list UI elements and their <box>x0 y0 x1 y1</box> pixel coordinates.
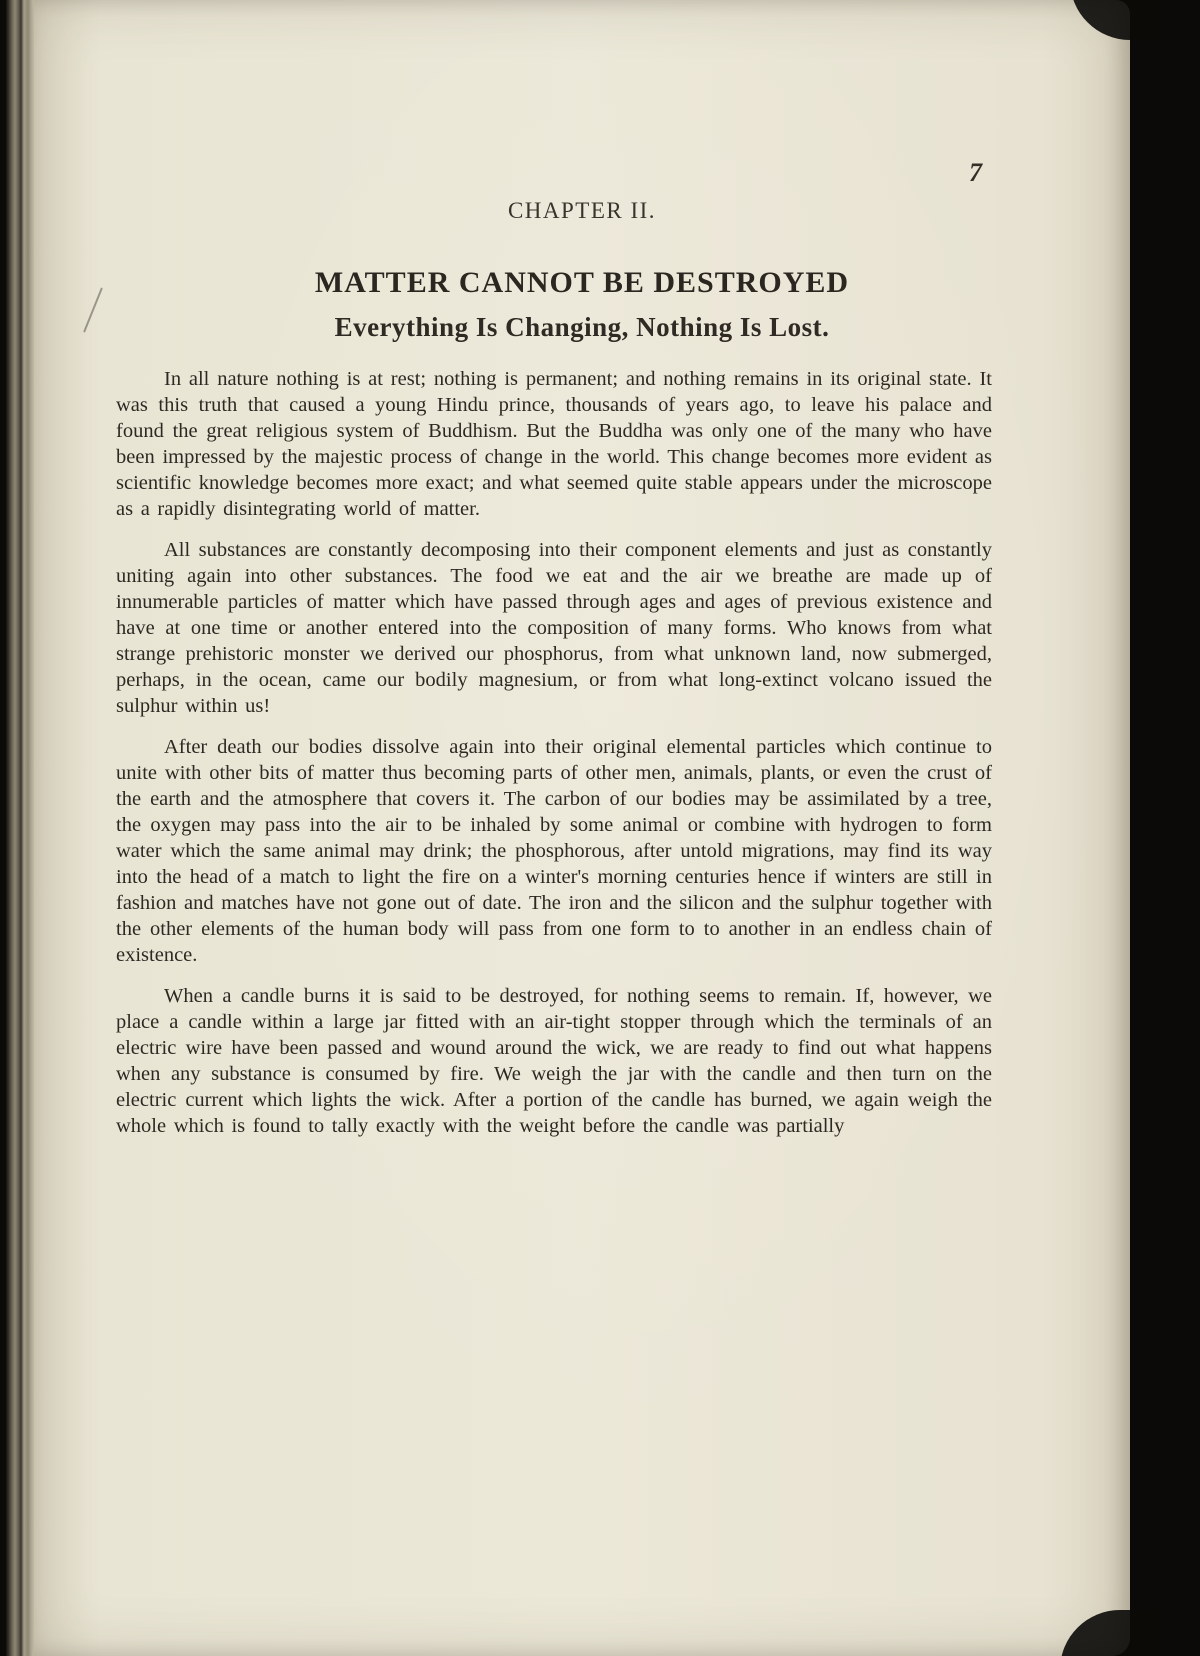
paragraph-3: After death our bodies dissolve again into their original elemental particles which continue to unite with other bits of matter thus becoming parts of other men, animals, plants, or even the crust of the earth and the atmosphere that covers it. The carbon of our bodies may be assimilated by a tree, the oxygen may pass into the air to be inhaled by some animal or combine with hydrogen to form water which the same animal may drink; the phosphorous, after untold migrations, may find its way into the head of a match to light the fire on a winter's morning centuries hence if winters are still in fashion and matches have not gone out of date. The iron and the silicon and the sulphur together with the other elements of the human body will pass from one form to to another in an endless chain of existence. <box>116 736 992 966</box>
page-content <box>34 0 1130 1656</box>
book-page-edges <box>6 0 36 1656</box>
chapter-subtitle: Everything Is Changing, Nothing Is Lost. <box>334 312 830 342</box>
paragraph-4: When a candle burns it is said to be destroyed, for nothing seems to remain. If, however, we place a candle within a large jar fitted with an air-tight stopper through which the terminals of an electric wire have been passed and wound around the wick, we are ready to find out what happens when any substance is consumed by fire. We weigh the jar with the candle and then turn on the electric current which lights the wick. After a portion of the candle has burned, we again weigh the whole which is found to tally exactly with the weight before the candle was partially <box>116 985 992 1137</box>
page-number: 7 <box>969 158 982 187</box>
chapter-heading: CHAPTER II. <box>507 198 657 223</box>
body-text-block <box>116 366 992 1154</box>
paragraph-2: All substances are constantly decomposing into their component elements and just as constantly uniting again into other substances. The food we eat and the air we breathe are made up of innumerable particles of matter which have passed through ages and ages of previous existence and have at one time or another entered into the composition of many forms. Who knows from what strange prehistoric monster we derived our phosphorus, from what unknown land, now submerged, perhaps, in the ocean, came our bodily magnesium, or from what long-extinct volcano issued the sulphur within us! <box>116 539 992 717</box>
paragraph-1: In all nature nothing is at rest; nothing is permanent; and nothing remains in its original state. It was this truth that caused a young Hindu prince, thousands of years ago, to leave his palace and found the great religious system of Buddhism. But the Buddha was only one of the many who have been impressed by the majestic process of change in the world. This change becomes more evident as scientific knowledge becomes more exact; and what seemed quite stable appears under the microscope as a rapidly disintegrating world of matter. <box>116 368 992 520</box>
chapter-title: MATTER CANNOT BE DESTROYED <box>314 266 850 299</box>
book-page <box>34 0 1130 1656</box>
